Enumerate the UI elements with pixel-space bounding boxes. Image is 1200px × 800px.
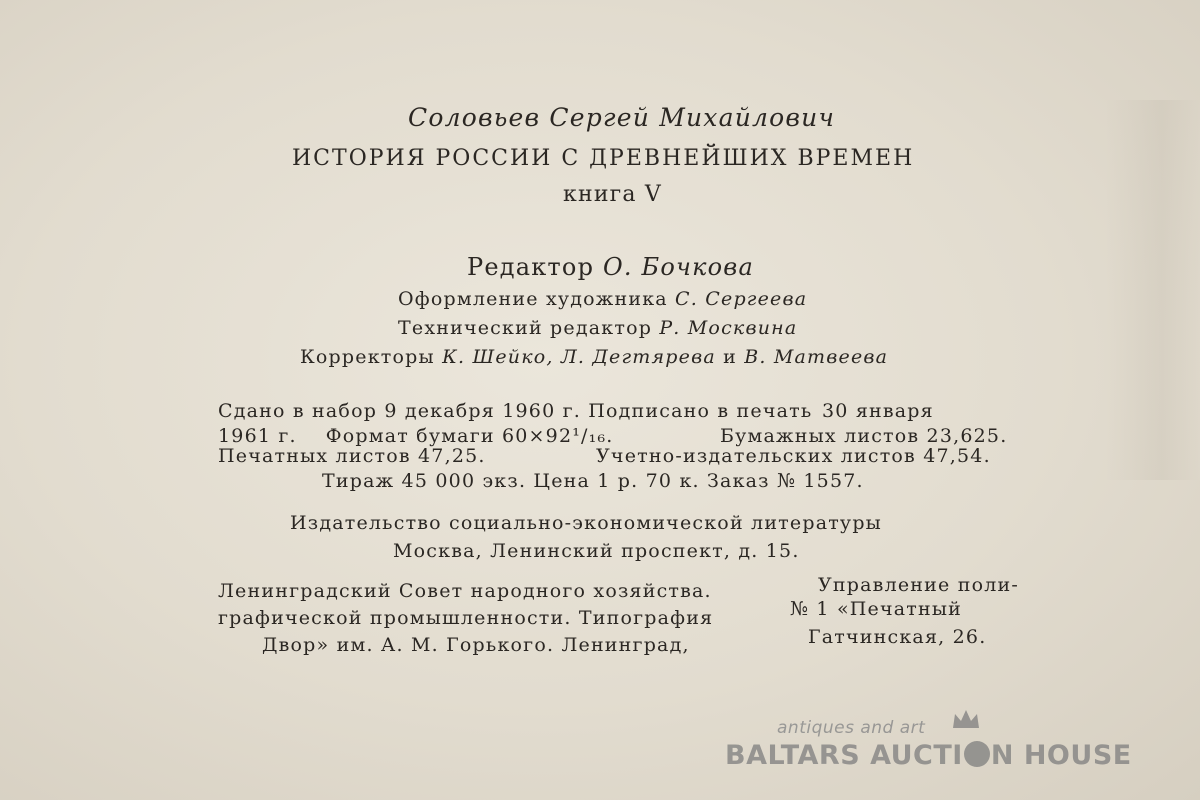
printer-line-3-right: Гатчинская, 26. xyxy=(808,626,987,648)
page-gutter-shadow xyxy=(1105,100,1200,480)
design-label: Оформление художника xyxy=(398,288,676,310)
imprint-line-2-right: Бумажных листов 23,625. xyxy=(720,425,1008,447)
editor-credit xyxy=(467,253,754,281)
globe-icon xyxy=(964,741,990,767)
proof-label: Корректоры xyxy=(300,346,443,368)
imprint-line-2: 1961 г. Формат бумаги 60×92¹/₁₆. xyxy=(218,425,614,447)
author-name: Соловьев Сергей Михайлович xyxy=(408,103,836,132)
watermark-name-part2: N HOUSE xyxy=(990,740,1132,771)
proof-names-2: В. Матвеева xyxy=(744,346,889,368)
tech-label: Технический редактор xyxy=(398,317,660,339)
proof-and: и xyxy=(715,346,745,368)
printer-line-2-right: № 1 «Печатный xyxy=(790,598,963,620)
design-name: С. Сергеева xyxy=(675,288,808,310)
watermark-name xyxy=(725,740,1132,771)
publisher-name: Издательство социально-экономической литературы xyxy=(290,512,882,534)
printer-line-3: Двор» им. А. М. Горького. Ленинград, xyxy=(262,634,690,656)
design-credit xyxy=(398,288,807,310)
proof-names-1: К. Шейко, Л. Дегтярева xyxy=(442,346,716,368)
auction-house-watermark xyxy=(725,718,1132,788)
book-volume: книга V xyxy=(563,182,662,207)
tech-name: Р. Москвина xyxy=(659,317,798,339)
crown-icon xyxy=(951,708,981,730)
imprint-line-1-right: 30 января xyxy=(822,400,934,422)
editor-name: О. Бочкова xyxy=(602,253,754,281)
watermark-name-part1: BALTARS AUCTI xyxy=(725,740,963,771)
book-title: ИСТОРИЯ РОССИИ С ДРЕВНЕЙШИХ ВРЕМЕН xyxy=(292,146,915,171)
editor-label: Редактор xyxy=(467,253,603,281)
imprint-line-3: Печатных листов 47,25. xyxy=(218,445,486,467)
publisher-address: Москва, Ленинский проспект, д. 15. xyxy=(393,540,800,562)
proofreaders-credit xyxy=(300,346,888,368)
imprint-line-4: Тираж 45 000 экз. Цена 1 р. 70 к. Заказ № 1557. xyxy=(322,470,864,492)
tech-editor-credit xyxy=(398,317,797,339)
watermark-tagline: antiques and art xyxy=(777,718,926,738)
printer-line-2: графической промышленности. Типография xyxy=(218,607,714,629)
imprint-line-1: Сдано в набор 9 декабря 1960 г. Подписано в печать xyxy=(218,400,813,422)
printer-line-1: Ленинградский Совет народного хозяйства. xyxy=(218,580,712,602)
printer-line-1-right: Управление поли- xyxy=(818,574,1019,596)
imprint-line-3-right: Учетно-издательских листов 47,54. xyxy=(596,445,991,467)
